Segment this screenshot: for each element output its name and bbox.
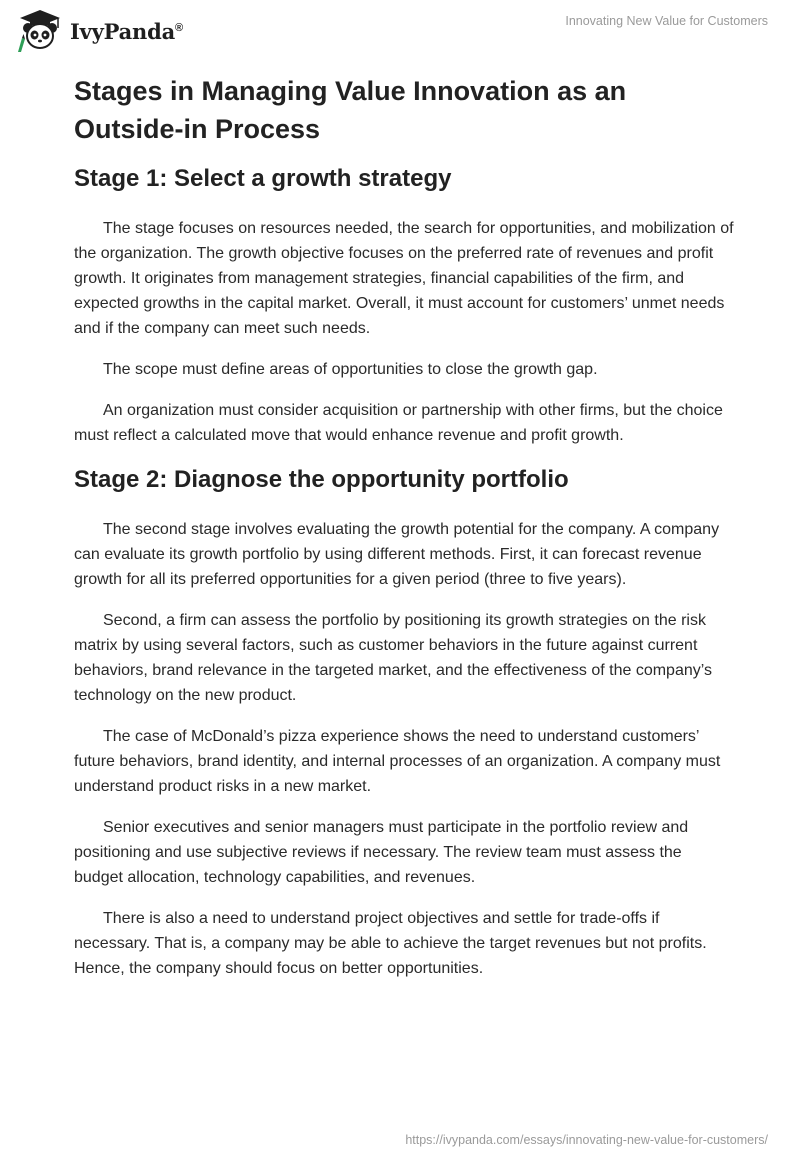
paragraph: The second stage involves evaluating the growth potential for the company. A company can evaluate its growth portfolio by using different methods. First, it can forecast revenue growth for all its preferred opportunities for a given period (three to five years).: [74, 521, 720, 588]
paragraph: An organization must consider acquisition or partnership with other firms, but the choice must reflect a calculated move that would enhance revenue and profit growth.: [74, 402, 723, 444]
paragraph: There is also a need to understand project objectives and settle for trade-offs if necessary. That is, a company may be able to achieve the target revenues but not profits. Hence, the company should focus on better opportunities.: [74, 910, 707, 977]
paragraph: The case of McDonald’s pizza experience shows the need to understand customers’ future behaviors, brand identity, and internal processes of an organization. A company must understand product risks in a new market.: [74, 728, 721, 795]
brand-name: IvyPanda®: [70, 18, 183, 44]
section-heading-stage-2: Stage 2: Diagnose the opportunity portfolio: [74, 466, 569, 493]
article-content: [74, 72, 734, 981]
source-url-link[interactable]: https://ivypanda.com/essays/innovating-new-value-for-customers/: [405, 1133, 768, 1147]
paragraph: Senior executives and senior managers must participate in the portfolio review and positioning and use subjective reviews if necessary. The review team must assess the budget allocation, technology capabilities, and revenues.: [74, 819, 689, 886]
section-heading-stage-1: Stage 1: Select a growth strategy: [74, 165, 452, 192]
panda-graduate-logo-icon: [14, 8, 66, 52]
paragraph: The stage focuses on resources needed, the search for opportunities, and mobilization of the organization. The growth objective focuses on the preferred rate of revenues and profit growth. It originates from management strategies, financial capabilities of the firm, and expected growths in the capital market. Overall, it must account for customers’ unmet needs and if the company can meet such needs.: [74, 220, 734, 337]
page-header: [0, 0, 800, 60]
header-page-title: Innovating New Value for Customers: [565, 14, 768, 28]
brand-logo[interactable]: [14, 8, 183, 52]
registered-mark: ®: [175, 21, 183, 34]
paragraph: Second, a firm can assess the portfolio by positioning its growth strategies on the risk matrix by using several factors, such as customer behaviors in the future against current behaviors, brand relevance in the targeted market, and the effectiveness of the company’s technology on the new product.: [74, 612, 713, 704]
paragraph: The scope must define areas of opportunities to close the growth gap.: [103, 361, 598, 378]
article-title: Stages in Managing Value Innovation as an Outside-in Process: [74, 76, 627, 144]
